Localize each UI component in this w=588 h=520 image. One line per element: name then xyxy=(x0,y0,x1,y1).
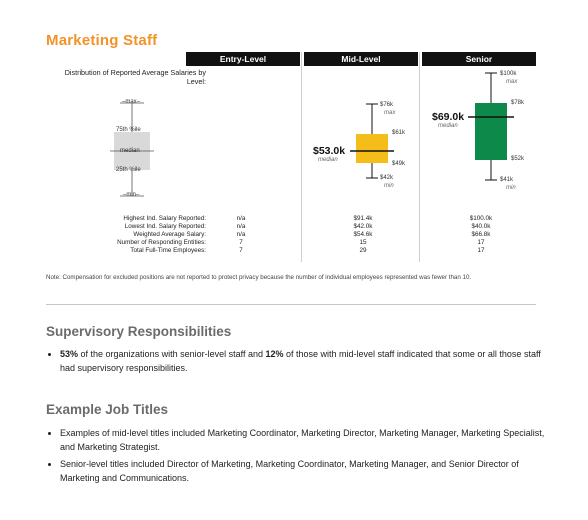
stat-entry-entities: 7 xyxy=(239,239,243,246)
stat-entry-highest: n/a xyxy=(236,215,246,222)
stat-mid-employees: 29 xyxy=(359,247,367,254)
stat-label-entities: Number of Responding Entities: xyxy=(117,239,206,246)
column-header-entry: Entry-Level xyxy=(186,52,300,66)
senior-median-sub: median xyxy=(438,123,458,129)
supervisory-bullet: • 53% of the organizations with senior-level staff and 12% of those with mid-level staff indicated that some or all those staff had supervisory responsibilities. xyxy=(60,347,546,375)
mid-max-value: $76k xyxy=(380,102,394,108)
mid-max-sub: max xyxy=(384,110,396,116)
senior-p25-value: $52k xyxy=(511,156,525,162)
legend-title: Distribution of Reported Average Salaries by Level: xyxy=(64,68,206,86)
legend-median-label: median xyxy=(120,148,140,154)
stat-senior-weighted: $66.8k xyxy=(471,231,491,238)
supervisory-heading: Supervisory Responsibilities xyxy=(46,324,232,339)
senior-boxplot xyxy=(468,71,517,180)
legend-p75-label: 75th %ile xyxy=(116,127,141,133)
job-titles-heading: Example Job Titles xyxy=(46,402,169,417)
stat-mid-highest: $91.4k xyxy=(353,215,373,222)
senior-max-value: $100k xyxy=(500,71,517,77)
privacy-note: Note: Compensation for excluded positions are not reported to protect privacy because the number of individual employees represented was fewer than 10. xyxy=(46,274,472,281)
stat-mid-lowest: $42.0k xyxy=(353,223,373,230)
legend-p25-label: 25th %ile xyxy=(116,167,141,173)
stat-label-employees: Total Full-Time Employees: xyxy=(130,247,206,254)
legend-min-label: –min– xyxy=(123,192,140,198)
stat-entry-weighted: n/a xyxy=(236,231,246,238)
stat-mid-entities: 15 xyxy=(359,239,367,246)
column-header-mid: Mid-Level xyxy=(304,52,418,66)
job-title-bullet: • Senior-level titles included Director of Marketing, Marketing Coordinator, Marketing Manager, and Senior Director of Marketing and Communications. xyxy=(60,457,546,485)
stat-label-weighted: Weighted Average Salary: xyxy=(133,231,206,238)
section-divider xyxy=(46,304,536,305)
senior-min-sub: min xyxy=(506,185,516,191)
stat-entry-employees: 7 xyxy=(239,247,243,254)
job-titles-list xyxy=(46,426,546,488)
stat-senior-employees: 17 xyxy=(477,247,485,254)
legend-max-label: –max– xyxy=(122,99,141,105)
mid-p25-value: $49k xyxy=(392,161,406,167)
mid-min-sub: min xyxy=(384,183,394,189)
mid-p75-value: $61k xyxy=(392,130,406,136)
stat-entry-lowest: n/a xyxy=(236,223,246,230)
senior-median-value: $69.0k xyxy=(432,111,465,123)
job-title-bullet: • Examples of mid-level titles included Marketing Coordinator, Marketing Director, Marketing Manager, Marketing Specialist, and Marketing Strategist. xyxy=(60,426,546,454)
mid-min-value: $42k xyxy=(380,175,394,181)
stat-senior-entities: 17 xyxy=(477,239,485,246)
senior-max-sub: max xyxy=(506,79,518,85)
stat-senior-lowest: $40.0k xyxy=(471,223,491,230)
senior-p75-value: $78k xyxy=(511,100,525,106)
stat-label-highest: Highest Ind. Salary Reported: xyxy=(123,215,206,222)
senior-min-value: $41k xyxy=(500,177,514,183)
section-title: Marketing Staff xyxy=(46,32,158,49)
stat-mid-weighted: $54.6k xyxy=(353,231,373,238)
mid-median-sub: median xyxy=(318,157,338,163)
column-header-senior: Senior xyxy=(422,52,536,66)
mid-median-value: $53.0k xyxy=(313,145,346,157)
supervisory-list xyxy=(46,347,546,378)
stat-label-lowest: Lowest Ind. Salary Reported: xyxy=(124,223,206,230)
stat-senior-highest: $100.0k xyxy=(469,215,493,222)
